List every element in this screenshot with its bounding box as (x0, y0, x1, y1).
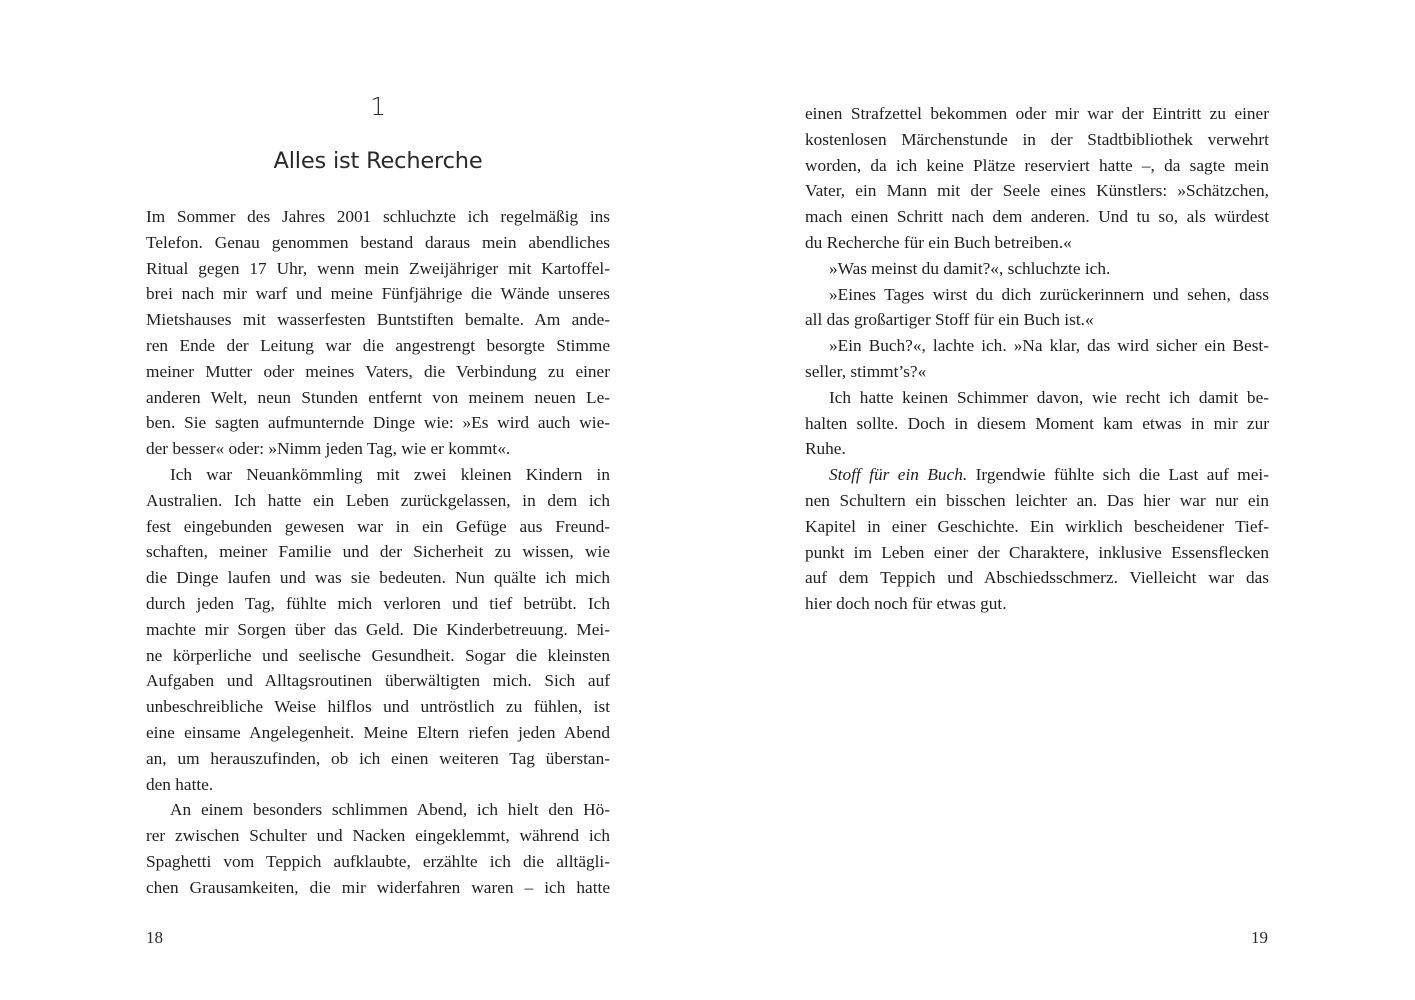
text-line: schaften, meiner Familie und der Sicherheit zu wissen, wie (146, 542, 610, 562)
text-line: Ruhe. (805, 439, 846, 459)
text-line: Telefon. Genau genommen bestand daraus mein abendliches (146, 232, 610, 252)
text-line: punkt im Leben einer der Charaktere, inklusive Essensflecken (805, 542, 1269, 562)
text-line: anderen Welt, neun Stunden entfernt von meinem neuen Le- (146, 387, 610, 407)
chapter-number: 1 (370, 92, 386, 121)
text-line: all das großartiger Stoff für ein Buch ist.« (805, 310, 1094, 330)
text-line: durch jeden Tag, fühlte mich verloren und tief betrübt. Ich (146, 593, 610, 613)
text-line: an, um herauszufinden, ob ich einen weiteren Tag überstan- (146, 748, 610, 768)
text-line: ben. Sie sagten aufmunternde Dinge wie: »Es wird auch wie- (146, 413, 610, 433)
text-line: »Eines Tages wirst du dich zurückerinnern und sehen, dass (829, 284, 1269, 304)
text-line: Australien. Ich hatte ein Leben zurückgelassen, in dem ich (146, 490, 610, 510)
text-line: Mietshauses mit wasserfesten Buntstiften bemalte. Am ande- (146, 310, 610, 330)
text-line: der besser« oder: »Nimm jeden Tag, wie er kommt«. (146, 439, 511, 459)
text-line: die Dinge laufen und was sie bedeuten. Nun quälte ich mich (146, 568, 610, 588)
text-line: mach einen Schritt nach dem anderen. Und tu so, als würdest (805, 207, 1269, 227)
text-line: ne körperliche und seelische Gesundheit. Sogar die kleinsten (146, 645, 610, 665)
text-line: An einem besonders schlimmen Abend, ich hielt den Hö- (170, 800, 610, 820)
text-line: meiner Mutter oder meines Vaters, die Verbindung zu einer (146, 361, 610, 381)
text-line: Kapitel in einer Geschichte. Ein wirklich bescheidener Tief- (805, 516, 1269, 536)
text-line: den hatte. (146, 774, 214, 794)
text-line: kostenlosen Märchenstunde in der Stadtbibliothek verwehrt (805, 129, 1269, 149)
text-line: Spaghetti vom Teppich aufklaubte, erzählte ich die alltägli- (146, 851, 610, 871)
text-line: ren Ende der Leitung war die angestrengt besorgte Stimme (146, 335, 610, 355)
text-line: machte mir Sorgen über das Geld. Die Kinderbetreuung. Mei- (146, 619, 610, 639)
text-line: brei nach mir warf und meine Fünfjährige die Wände unseres (146, 284, 610, 304)
right-body-text (805, 101, 1269, 617)
page-number-left: 18 (146, 928, 163, 947)
chapter-title: Alles ist Recherche (273, 148, 483, 174)
italic-phrase: Stoff für ein Buch. (829, 465, 968, 485)
text-line: einen Strafzettel bekommen oder mir war der Eintritt zu einer (805, 104, 1269, 123)
text-line: Ich war Neuankömmling mit zwei kleinen Kindern in (170, 464, 610, 484)
text-line: nen Schultern ein bisschen leichter an. Das hier war nur ein (805, 490, 1269, 510)
line-text: Irgendwie fühlte sich die Last auf mei- (975, 465, 1269, 485)
text-line: Ich hatte keinen Schimmer davon, wie recht ich damit be- (829, 387, 1269, 407)
text-line: chen Grausamkeiten, die mir widerfahren waren – ich hatte (146, 877, 610, 897)
text-line: »Was meinst du damit?«, schluchzte ich. (829, 258, 1111, 278)
page-number-right: 19 (1251, 928, 1268, 947)
text-line: rer zwischen Schulter und Nacken eingeklemmt, während ich (146, 826, 610, 846)
text-line: »Ein Buch?«, lachte ich. »Na klar, das wird sicher ein Best- (829, 336, 1269, 356)
text-line (805, 462, 1269, 488)
text-line: unbeschreibliche Weise hilflos und untröstlich zu fühlen, ist (146, 697, 610, 717)
text-line: Aufgaben und Alltagsroutinen überwältigten mich. Sich auf (146, 671, 610, 691)
text-line: seller, stimmt’s?« (805, 361, 927, 381)
text-line: fest eingebunden gewesen war in ein Gefüge aus Freund- (146, 516, 610, 536)
text-line: halten sollte. Doch in diesem Moment kam etwas in mir zur (805, 413, 1269, 433)
text-line: auf dem Teppich und Abschiedsschmerz. Vielleicht war das (805, 568, 1269, 588)
text-line: eine einsame Angelegenheit. Meine Eltern riefen jeden Abend (146, 722, 610, 742)
left-body-text (146, 204, 610, 901)
text-line: Vater, ein Mann mit der Seele eines Künstlers: »Schätzchen, (805, 181, 1269, 201)
text-line: worden, da ich keine Plätze reserviert hatte –, da sagte mein (805, 155, 1269, 175)
text-line: hier doch noch für etwas gut. (805, 594, 1007, 614)
text-line: Ritual gegen 17 Uhr, wenn mein Zweijähriger mit Kartoffel- (146, 258, 610, 278)
text-line: du Recherche für ein Buch betreiben.« (805, 232, 1072, 252)
text-line: Im Sommer des Jahres 2001 schluchzte ich regelmäßig ins (146, 207, 610, 226)
